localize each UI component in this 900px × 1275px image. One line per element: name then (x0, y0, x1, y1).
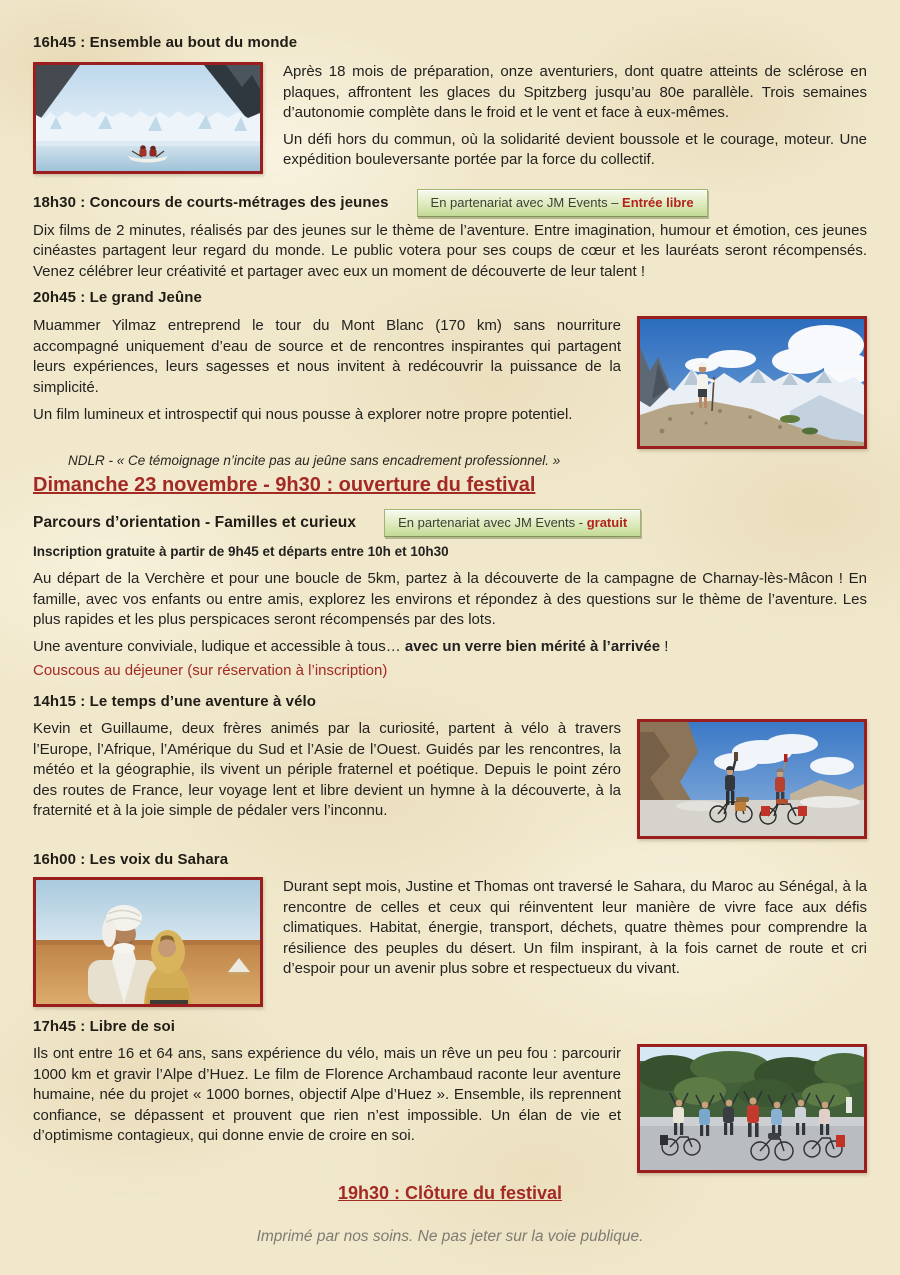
section-17h45-text (33, 1044, 621, 1173)
closing-heading: 19h30 : Clôture du festival (337, 1183, 563, 1204)
paragraph: Après 18 mois de préparation, onze aventuriers, dont quatre atteints de sclérose en plaques, affrontent les glaces du Spitzberg jusqu’au 80e parallèle. Trois semaines d’autonomie complète dans le froid et le vent et face à eux-mêmes. (283, 63, 867, 122)
paragraph: Un défi hors du commun, où la solidarité devient boussole et le courage, moteur. Une expédition bouleversante portée par la force du collectif. (283, 130, 867, 169)
footer-note: Imprimé par nos soins. Ne pas jeter sur la voie publique. (256, 1228, 644, 1246)
section-16h00-text (283, 877, 867, 1007)
cyclists-group-photo (637, 1044, 867, 1173)
line-normal: Une aventure conviviale, ludique et accessible à tous… (33, 638, 405, 656)
cyclists-pass-illustration (640, 722, 864, 836)
section-title-20h45: 20h45 : Le grand Jeûne (33, 289, 202, 307)
section-title-16h00: 16h00 : Les voix du Sahara (33, 851, 229, 869)
line-bold: avec un verre bien mérité à l’arrivée (404, 638, 661, 656)
partner-badge-gratuit (384, 509, 641, 537)
paragraph: Muammer Yilmaz entreprend le tour du Mont Blanc (170 km) sans nourriture accompagné uniquement d’eau de source et de rencontres inspirantes qui partagent leurs expériences, leurs sagesses et nous invitent à redécouvrir la puissance de la simplicité. (33, 317, 621, 397)
paragraph: Durant sept mois, Justine et Thomas ont traversé le Sahara, du Maroc au Sénégal, à la rencontre de celles et ceux qui réinventent leur manière de vivre face aux défis climatiques. Habitat, énergie, transport, déchets, quatre thèmes pour comprendre la résilience des peuples du désert. Un film inspirant, à la fois carnet de route et cri d’espoir pour un avenir plus sobre et respectueux du vivant. (283, 878, 867, 978)
section-16h45 (33, 62, 867, 177)
paragraph: Un film lumineux et introspectif qui nous pousse à explorer notre propre potentiel. (33, 405, 573, 423)
couscous-line: Couscous au déjeuner (sur réservation à l’inscription) (33, 662, 388, 680)
desert-couple-illustration (36, 880, 260, 1004)
partner-badge-entree-libre (417, 189, 708, 217)
cyclists-mountain-pass-photo (637, 719, 867, 839)
section-title-14h15: 14h15 : Le temps d’une aventure à vélo (33, 693, 317, 711)
glacier-canoe-photo (33, 62, 263, 174)
paragraph: Dix films de 2 minutes, réalisés par des jeunes sur le thème de l’aventure. Entre imagination, humour et émotion, ces jeunes cinéastes partagent leur regard du monde. Le public votera pour ses coups de cœur et les lauréats seront récompensés. Venez célébrer leur créativité et partager avec eux un moment de découverte de leur talent ! (33, 221, 867, 280)
badge-highlight: Entrée libre (622, 194, 694, 210)
desert-couple-photo (33, 877, 263, 1007)
badge-prefix: En partenariat avec JM Events – (430, 194, 623, 210)
cyclists-group-illustration (640, 1047, 864, 1170)
paragraph: Ils ont entre 16 et 64 ans, sans expérience du vélo, mais un rêve un peu fou : parcourir 1000 km et gravir l’Alpe d’Huez. Le film de Florence Archambaud raconte leur aventure humaine, née du projet « 1000 bornes, objectif Alpe d’Huez ». Ensemble, ils reprennent confiance, se dépassent et prouvent que rien n’est impossible. Un élan de vie et d’optimisme contagieux, qui donne envie de croire en soi. (33, 1045, 621, 1145)
mont-blanc-hiker-photo (637, 316, 867, 449)
ndlr-note: NDLR - « Ce témoignage n’incite pas au jeûne sans encadrement professionnel. » (68, 453, 561, 469)
aventure-conviviale-line (33, 638, 867, 655)
section-title-16h45: 16h45 : Ensemble au bout du monde (33, 34, 298, 51)
section-18h30-header (33, 189, 867, 217)
badge-prefix: En partenariat avec JM Events - (398, 515, 587, 531)
paragraph: Au départ de la Verchère et pour une boucle de 5km, partez à la découverte de la campagne de Charnay-lès-Mâcon ! En famille, avec vos enfants ou entre amis, explorez les environs et répondez à des questions sur le thème de l’aventure. Les plus rapides et les plus perspicaces seront récompensés par des lots. (33, 570, 867, 629)
paragraph: Kevin et Guillaume, deux frères animés par la curiosité, partent à vélo à travers l’Europe, l’Afrique, l’Amérique du Sud et l’Asie de l’Ouest. Guidés par les rencontres, la météo et la géographie, ils vivent un périple fraternel et poétique. Depuis le point zéro des routes de France, leur voyage lent et libre devient un hymne à la découverte, à la fraternité et à la joie simple de pédaler vers l’inconnu. (33, 720, 621, 820)
badge-highlight: gratuit (586, 515, 628, 531)
section-16h45-text (283, 62, 867, 177)
inscription-line: Inscription gratuite à partir de 9h45 et départs entre 10h et 10h30 (33, 544, 449, 560)
section-14h15 (33, 719, 867, 839)
section-title-17h45: 17h45 : Libre de soi (33, 1018, 176, 1036)
section-title-18h30: 18h30 : Concours de courts-métrages des jeunes (33, 194, 389, 212)
section-17h45 (33, 1044, 867, 1173)
glacier-canoe-illustration (36, 65, 260, 171)
parcours-title: Parcours d’orientation - Familles et curieux (33, 514, 357, 532)
line-tail: ! (660, 638, 669, 656)
day-heading-dimanche: Dimanche 23 novembre - 9h30 : ouverture du festival (33, 474, 536, 497)
mont-blanc-illustration (640, 319, 864, 446)
section-16h00 (33, 877, 867, 1007)
section-20h45-text (33, 316, 621, 449)
section-20h45 (33, 316, 867, 449)
parcours-header (33, 509, 867, 537)
section-14h15-text (33, 719, 621, 839)
